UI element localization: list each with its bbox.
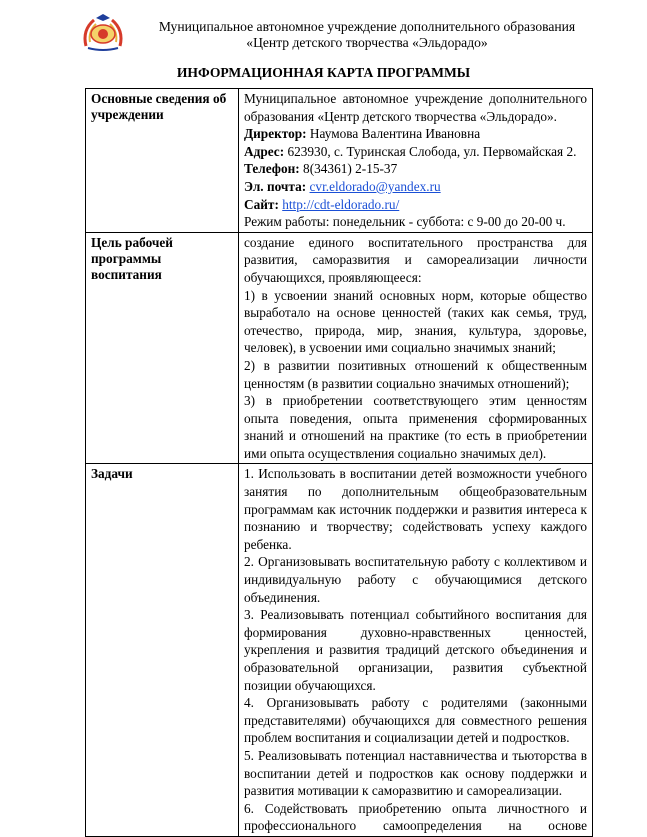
document-header [0, 0, 647, 60]
goal-point-2: 2) в развитии позитивных отношений к общественным ценностям (в развитии социально значимых отношений); [244, 357, 587, 391]
address-line [244, 143, 587, 161]
schedule-line: Режим работы: понедельник - суббота: с 9-00 до 20-00 ч. [244, 214, 566, 230]
row-label-tasks: Задачи [86, 464, 239, 836]
task-1: 1. Использовать в воспитании детей возможности учебного занятия по дополнительным общеобразовательным программам как источник поддержки и развития интереса к познанию и творчеству; содействовать успеху каждого ребенка. [244, 466, 587, 552]
site-label: Сайт: [244, 196, 279, 212]
goal-intro: создание единого воспитательного пространства для развития, саморазвития и самореализации личности обучающихся, проявляющееся: [244, 234, 587, 285]
eldorado-logo [80, 12, 126, 52]
site-line [244, 196, 587, 214]
address-value: 623930, с. Туринская Слобода, ул. Первомайская 2. [284, 143, 577, 159]
program-info-table [85, 88, 593, 837]
phone-line [244, 160, 587, 178]
org-name-line2: «Центр детского творчества «Эльдорадо» [246, 35, 488, 50]
row-label-institution: Основные сведения об учреждении [86, 89, 239, 233]
task-2: 2. Организовывать воспитательную работу с коллективом и индивидуальную работу с обучающимися детского объединения. [244, 554, 587, 605]
address-label: Адрес: [244, 143, 285, 159]
tasks-cell [239, 464, 593, 836]
task-3: 3. Реализовывать потенциал событийного воспитания для формирования духовно-нравственных ценностей, укрепления и развития традиций детского объединения и образовательной организации, развития субъектной позиции обучающихся. [244, 607, 587, 693]
director-label: Директор: [244, 126, 307, 142]
site-link[interactable]: http://cdt-eldorado.ru/ [282, 196, 400, 212]
goal-point-3: 3) в приобретении соответствующего этим ценностям опыта поведения, опыта применения сформированных знаний и отношений на практике (то есть в приобретении ими опыта осуществления социально значимых дел). [244, 393, 587, 461]
task-5: 5. Реализовывать потенциал наставничества и тьюторства в воспитании детей и подростков как основу поддержки и развития мотивации к саморазвитию и самореализации. [244, 747, 587, 799]
table-row [86, 232, 593, 464]
task-4: 4. Организовывать работу с родителями (законными представителями) обучающихся для совместного решения проблем воспитания и социализации детей и подростков. [244, 695, 587, 746]
task-6: 6. Содействовать приобретению опыта личностного и профессионального самоопределения на основе [244, 800, 587, 834]
email-label: Эл. почта: [244, 178, 307, 194]
email-link[interactable]: cvr.eldorado@yandex.ru [309, 178, 441, 194]
institution-info-cell [239, 89, 593, 233]
document-title: ИНФОРМАЦИОННАЯ КАРТА ПРОГРАММЫ [176, 65, 471, 80]
director-line [244, 125, 587, 143]
org-full-name: Муниципальное автономное учреждение дополнительного образования «Центр детского творчества «Эльдорадо». [244, 91, 587, 124]
email-line [244, 178, 587, 196]
org-name-line1: Муниципальное автономное учреждение дополнительного образования [158, 19, 576, 34]
row-label-goal: Цель рабочей программы воспитания [86, 232, 239, 464]
goal-cell [239, 232, 593, 464]
phone-value: 8(34361) 2-15-37 [299, 161, 398, 177]
phone-label: Телефон: [244, 161, 300, 177]
table-row [86, 89, 593, 233]
table-row [86, 464, 593, 836]
goal-point-1: 1) в усвоении знаний основных норм, которые общество выработало на основе ценностей (таких как семья, труд, отечество, природа, мир, знания, культура, здоровье, человек), в усвоении ими социально значимых знаний; [244, 287, 587, 356]
director-value: Наумова Валентина Ивановна [306, 126, 481, 142]
